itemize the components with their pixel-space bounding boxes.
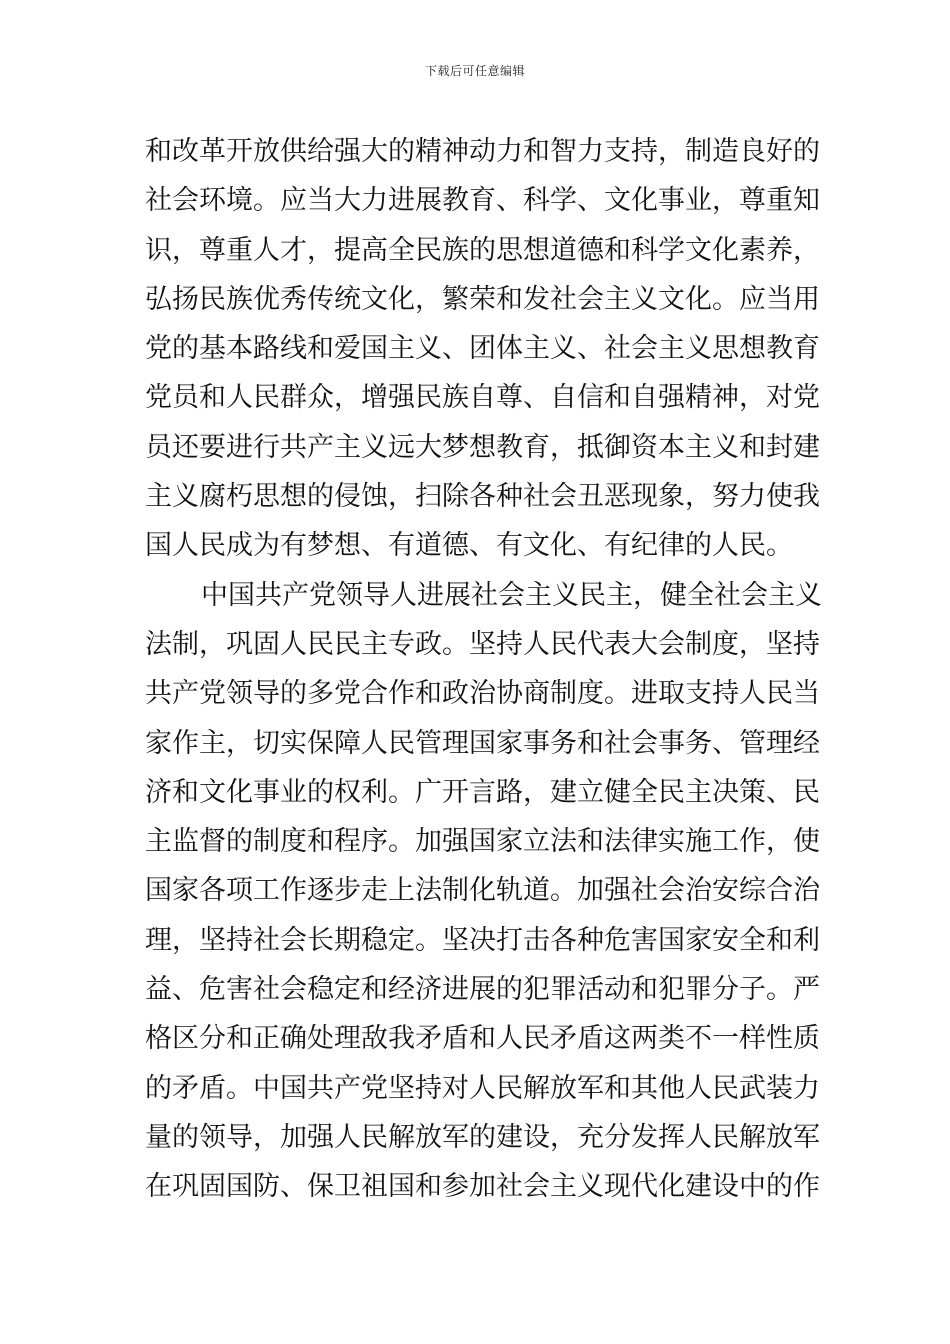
text-line: 党员和人民群众，增强民族自尊、自信和自强精神，对党 [145,382,820,414]
text-line: 济和文化事业的权利。广开言路，建立健全民主决策、民 [145,776,820,808]
paragraph-start-line: 中国共产党领导人进展社会主义民主，健全社会主义 [201,579,822,611]
text-line: 国家各项工作逐步走上法制化轨道。加强社会治安综合治 [145,875,820,907]
text-line: 在巩固国防、保卫祖国和参加社会主义现代化建设中的作 [145,1171,820,1203]
text-line: 党的基本路线和爱国主义、团体主义、社会主义思想教育 [145,333,820,365]
text-line: 家作主，切实保障人民管理国家事务和社会事务、管理经 [145,727,820,759]
paragraph-end-line: 国人民成为有梦想、有道德、有文化、有纪律的人民。 [145,530,793,562]
text-line: 理，坚持社会长期稳定。坚决打击各种危害国家安全和利 [145,924,820,956]
text-line: 主义腐朽思想的侵蚀，扫除各种社会丑恶现象，努力使我 [145,481,820,513]
text-line: 共产党领导的多党合作和政治协商制度。进取支持人民当 [145,678,820,710]
text-line: 识，尊重人才，提高全民族的思想道德和科学文化素养， [145,234,820,266]
text-line: 法制，巩固人民民主专政。坚持人民代表大会制度，坚持 [145,628,820,660]
text-line: 格区分和正确处理敌我矛盾和人民矛盾这两类不一样性质 [145,1023,820,1055]
text-line: 益、危害社会稳定和经济进展的犯罪活动和犯罪分子。严 [145,974,820,1006]
page-header: 下载后可任意编辑 [424,64,525,78]
text-line: 主监督的制度和程序。加强国家立法和法律实施工作，使 [145,826,820,858]
document-body [145,127,822,1212]
text-line: 和改革开放供给强大的精神动力和智力支持，制造良好的 [145,136,820,167]
text-line: 员还要进行共产主义远大梦想教育，抵御资本主义和封建 [145,431,820,463]
text-line: 的矛盾。中国共产党坚持对人民解放军和其他人民武装力 [145,1072,820,1104]
text-line: 弘扬民族优秀传统文化，繁荣和发社会主义文化。应当用 [145,283,820,315]
text-line: 量的领导，加强人民解放军的建设，充分发挥人民解放军 [145,1121,820,1153]
text-line: 社会环境。应当大力进展教育、科学、文化事业，尊重知 [145,185,820,217]
